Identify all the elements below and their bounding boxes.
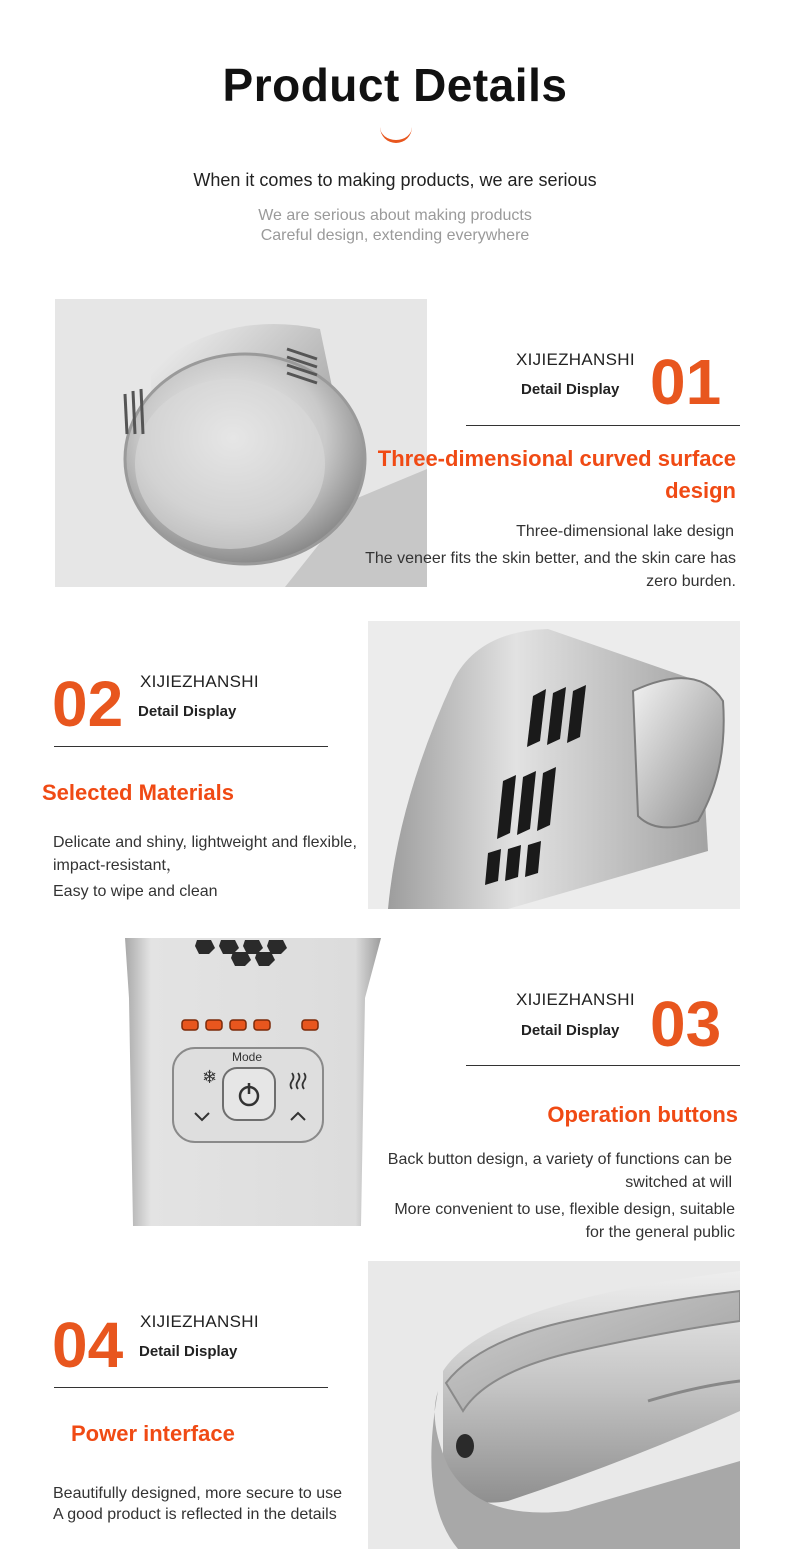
device-bottom-illustration (368, 1261, 740, 1549)
section-desc-01-line3: zero burden. (646, 573, 736, 590)
section-number-02: 02 (52, 668, 124, 740)
section-desc-02-line1: Delicate and shiny, lightweight and flexible, (53, 834, 357, 851)
detail-display-label-04: Detail Display (139, 1343, 238, 1360)
page-title: Product Details (222, 59, 568, 111)
detail-display-label-03: Detail Display (521, 1022, 620, 1039)
section-desc-01-line2: The veneer fits the skin better, and the skin care has (365, 550, 736, 567)
section-desc-03-line3: More convenient to use, flexible design, suitable (394, 1201, 735, 1218)
subtitle-line-2: Careful design, extending everywhere (260, 227, 530, 244)
section-heading-01-line2: design (665, 478, 736, 503)
section-desc-02-line3: Easy to wipe and clean (53, 883, 218, 900)
charging-port-icon (456, 1434, 474, 1458)
divider-03 (466, 1065, 740, 1066)
subtitle-line-1: We are serious about making products (258, 207, 532, 224)
section-heading-04: Power interface (71, 1421, 235, 1446)
smile-divider-icon (380, 122, 412, 143)
section-heading-03: Operation buttons (547, 1102, 738, 1127)
section-heading-02: Selected Materials (42, 780, 234, 805)
section-desc-01-line1: Three-dimensional lake design (516, 523, 734, 540)
device-side-illustration (368, 621, 740, 909)
section-number-03: 03 (650, 988, 722, 1060)
divider-04 (54, 1387, 328, 1388)
brand-label-03: XIJIEZHANSHI (516, 990, 635, 1009)
tagline: When it comes to making products, we are serious (193, 170, 597, 190)
brand-label-01: XIJIEZHANSHI (516, 350, 635, 369)
product-photo-materials (368, 621, 740, 909)
section-number-01: 01 (650, 346, 722, 418)
detail-display-label-02: Detail Display (138, 703, 237, 720)
device-head-illustration (55, 299, 427, 587)
divider-01 (466, 425, 740, 426)
section-desc-03-line1: Back button design, a variety of functions can be (387, 1151, 732, 1168)
detail-display-label-01: Detail Display (521, 381, 620, 398)
brand-label-02: XIJIEZHANSHI (140, 672, 259, 691)
section-desc-03-line4: for the general public (585, 1224, 735, 1241)
divider-02 (54, 746, 328, 747)
section-desc-02-line2: impact-resistant， (53, 857, 182, 874)
product-photo-power-interface (368, 1261, 740, 1549)
section-number-04: 04 (52, 1309, 124, 1381)
section-desc-03-line2: switched at will (625, 1174, 732, 1191)
brand-label-04: XIJIEZHANSHI (140, 1312, 259, 1331)
section-desc-04-line1: Beautifully designed, more secure to use (53, 1485, 343, 1502)
section-heading-01-line1: Three-dimensional curved surface (377, 446, 736, 471)
section-desc-04-line2: A good product is reflected in the details (53, 1506, 337, 1523)
snowflake-icon: ❄ (202, 1067, 218, 1088)
device-mode-label: Mode (232, 1050, 263, 1064)
product-photo-curved-surface (55, 299, 427, 587)
